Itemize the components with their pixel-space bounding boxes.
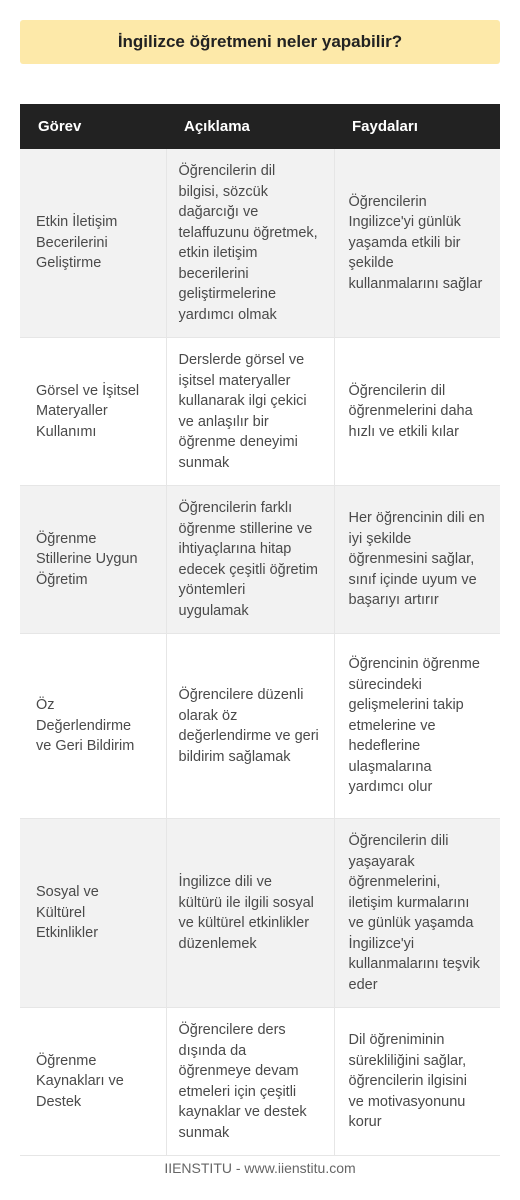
table-row [20, 486, 500, 634]
task-cell: Öğrenme Kaynakları ve Destek [20, 1008, 166, 1156]
description-cell: Öğrencilerin farklı öğrenme stillerine ve ihtiyaçlarına hitap edecek çeşitli öğretim yöntemleri uygulamak [166, 486, 334, 634]
description-cell: Öğrencilere ders dışında da öğrenmeye devam etmeleri için çeşitli kaynaklar ve destek sunmak [166, 1008, 334, 1156]
task-cell: Sosyal ve Kültürel Etkinlikler [20, 819, 166, 1008]
benefits-cell: Dil öğreniminin sürekliliğini sağlar, öğrencilerin ilgisini ve motivasyonunu korur [334, 1008, 500, 1156]
page-title: İngilizce öğretmeni neler yapabilir? [20, 20, 500, 64]
benefits-cell: Öğrencilerin dili yaşayarak öğrenmelerini, iletişim kurmalarını ve günlük yaşamda İngilizce'yi kullanmalarını teşvik eder [334, 819, 500, 1008]
table-row [20, 1008, 500, 1156]
table-row [20, 634, 500, 819]
footer-credit: IIENSTITU - www.iienstitu.com [164, 1160, 356, 1176]
column-header-benefits: Faydaları [334, 104, 500, 149]
table-row [20, 819, 500, 1008]
column-header-task: Görev [20, 104, 166, 149]
table-row [20, 338, 500, 486]
benefits-cell: Öğrencilerin Ingilizce'yi günlük yaşamda etkili bir şekilde kullanmalarını sağlar [334, 149, 500, 338]
description-cell: İngilizce dili ve kültürü ile ilgili sosyal ve kültürel etkinlikler düzenlemek [166, 819, 334, 1008]
task-cell: Öğrenme Stillerine Uygun Öğretim [20, 486, 166, 634]
description-cell: Öğrencilerin dil bilgisi, sözcük dağarcığı ve telaffuzunu öğretmek, etkin iletişim becerilerini geliştirmelerine yardımcı olmak [166, 149, 334, 338]
info-table [20, 104, 500, 1156]
description-cell: Öğrencilere düzenli olarak öz değerlendirme ve geri bildirim sağlamak [166, 634, 334, 819]
table-header [20, 104, 500, 149]
benefits-cell: Öğrencilerin dil öğrenmelerini daha hızlı ve etkili kılar [334, 338, 500, 486]
table-row [20, 149, 500, 338]
benefits-cell: Öğrencinin öğrenme sürecindeki gelişmelerini takip etmelerine ve hedeflerine ulaşmalarına yardımcı olur [334, 634, 500, 819]
task-cell: Görsel ve İşitsel Materyaller Kullanımı [20, 338, 166, 486]
benefits-cell: Her öğrencinin dili en iyi şekilde öğrenmesini sağlar, sınıf içinde uyum ve başarıyı artırır [334, 486, 500, 634]
task-cell: Etkin İletişim Becerilerini Geliştirme [20, 149, 166, 338]
column-header-description: Açıklama [166, 104, 334, 149]
task-cell: Öz Değerlendirme ve Geri Bildirim [20, 634, 166, 819]
description-cell: Derslerde görsel ve işitsel materyaller kullanarak ilgi çekici ve anlaşılır bir öğrenme deneyimi sunmak [166, 338, 334, 486]
